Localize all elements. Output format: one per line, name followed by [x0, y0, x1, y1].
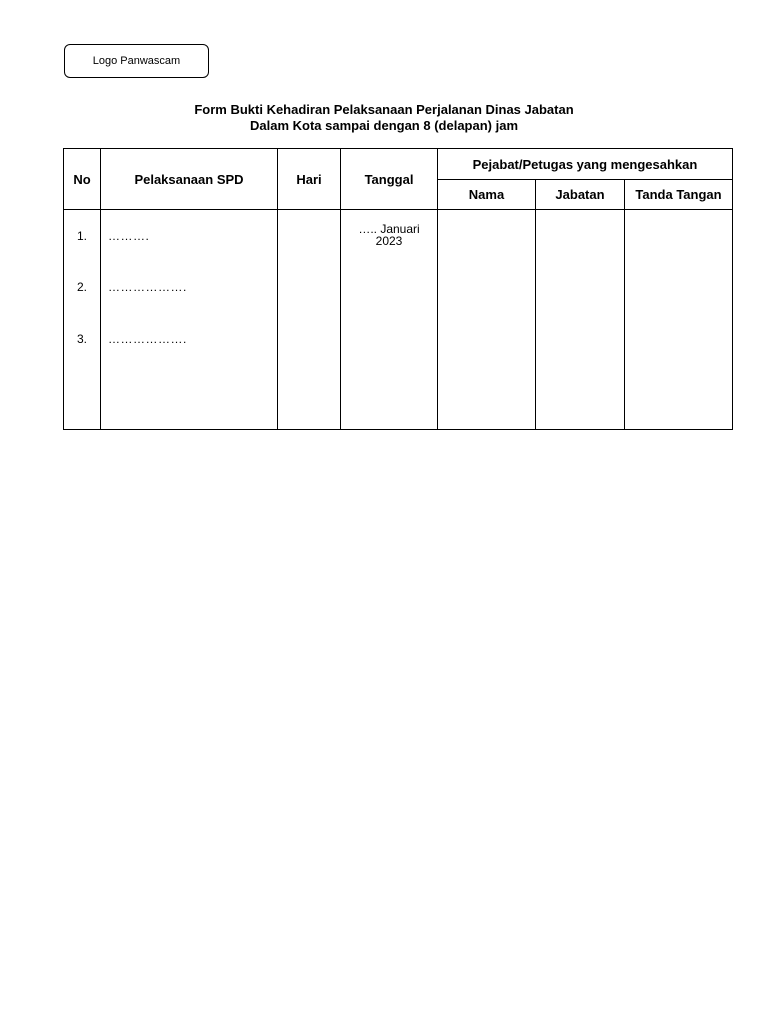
header-no: No [64, 149, 101, 210]
form-title-line-2: Dalam Kota sampai dengan 8 (delapan) jam [249, 118, 519, 133]
no-column-cell [64, 210, 101, 430]
form-title [64, 102, 704, 134]
header-pelaksanaan-spd: Pelaksanaan SPD [101, 149, 278, 210]
pelaksanaan-column-cell [101, 210, 278, 430]
form-title-line-1: Form Bukti Kehadiran Pelaksanaan Perjalanan Dinas Jabatan [194, 102, 574, 117]
hari-cell [278, 210, 341, 430]
pelaksanaan-entry-2: ………………. [108, 280, 187, 294]
logo-placeholder [64, 44, 209, 78]
header-jabatan: Jabatan [536, 180, 625, 210]
tanggal-line-2: 2023 [375, 234, 403, 248]
header-nama: Nama [438, 180, 536, 210]
header-pejabat-group: Pejabat/Petugas yang mengesahkan [438, 149, 733, 180]
row-number-1: 1. [76, 229, 87, 243]
header-tanda-tangan: Tanda Tangan [625, 180, 733, 210]
tanda-tangan-cell [625, 210, 733, 430]
row-number-2: 2. [76, 280, 87, 294]
attendance-form-table [63, 148, 733, 430]
row-number-3: 3. [76, 332, 87, 346]
logo-label: Logo Panwascam [92, 55, 181, 67]
header-hari: Hari [278, 149, 341, 210]
nama-cell [438, 210, 536, 430]
pelaksanaan-entry-3: ………………. [108, 332, 187, 346]
tanggal-line-1: ….. Januari [358, 222, 420, 236]
header-tanggal: Tanggal [341, 149, 438, 210]
jabatan-cell [536, 210, 625, 430]
pelaksanaan-entry-1: ………. [108, 229, 150, 243]
tanggal-cell [341, 210, 438, 430]
